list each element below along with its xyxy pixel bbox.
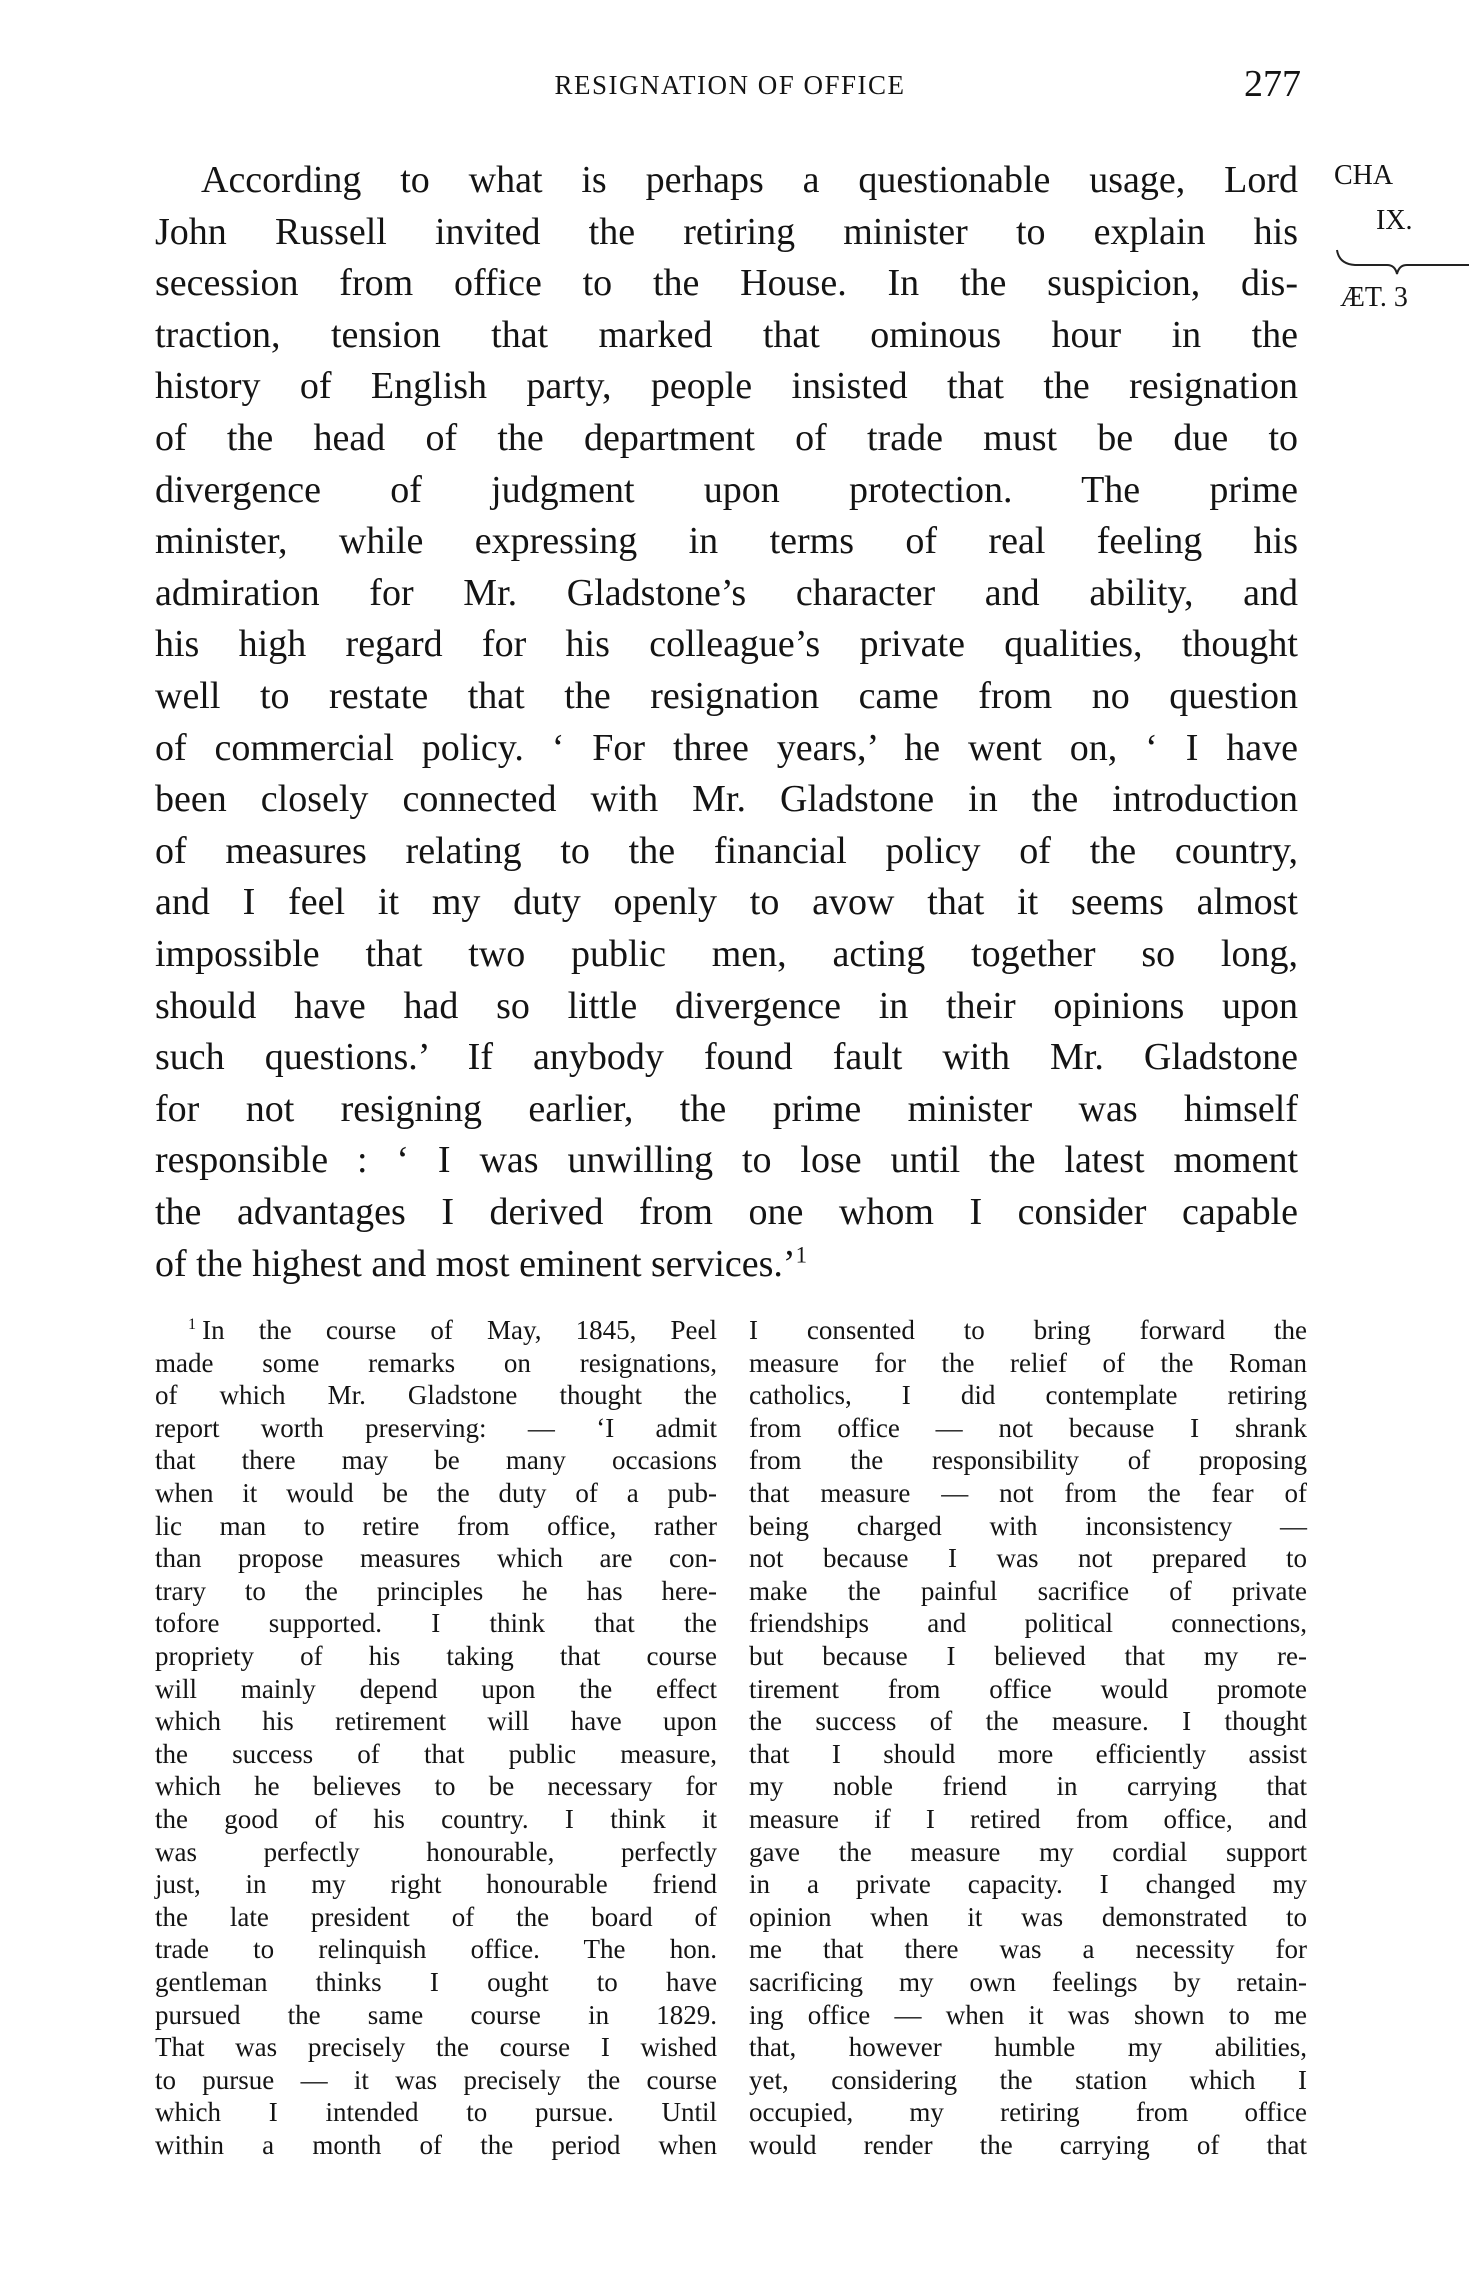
footnote-line-text: but because I believed that my re- bbox=[749, 1641, 1307, 1671]
footnote-line bbox=[749, 1607, 1307, 1639]
footnote-line-text: to pursue — it was precisely the course bbox=[155, 2064, 717, 2095]
footnote-line bbox=[749, 2129, 1307, 2161]
footnote-line bbox=[749, 1314, 1307, 1346]
body-line bbox=[155, 570, 1298, 616]
footnote-line bbox=[749, 1347, 1307, 1379]
footnote-line bbox=[155, 1999, 717, 2031]
footnote-line bbox=[749, 2096, 1307, 2128]
footnote-line-text: will mainly depend upon the effect bbox=[155, 1673, 717, 1704]
footnote-line-text: the success of that public measure, bbox=[155, 1738, 717, 1769]
body-line bbox=[155, 828, 1298, 874]
body-line bbox=[155, 931, 1298, 977]
footnote-line bbox=[155, 1738, 717, 1770]
footnote-line-text: made some remarks on resignations, bbox=[155, 1347, 717, 1378]
footnote-line bbox=[155, 1347, 717, 1379]
footnote-line-text: that I should more efficiently assist bbox=[749, 1738, 1307, 1769]
footnote-number: 1 bbox=[188, 1315, 197, 1334]
footnote-line-text: that, however humble my abilities, bbox=[749, 2032, 1307, 2063]
footnote-line-text: in a private capacity. I changed my bbox=[749, 1869, 1307, 1900]
footnote-line bbox=[155, 1868, 717, 1900]
footnote-line-text: would render the carrying of that bbox=[749, 2130, 1307, 2160]
body-line-text: responsible : ‘ I was unwilling to lose until the latest moment bbox=[155, 1139, 1298, 1182]
footnote-line bbox=[749, 1999, 1307, 2031]
footnote-line-text: that there may be many occasions bbox=[155, 1445, 717, 1476]
footnote-line bbox=[155, 1673, 717, 1705]
footnote-line bbox=[749, 1640, 1307, 1672]
footnote-line-text: gave the measure my cordial support bbox=[749, 1836, 1307, 1867]
footnote-line bbox=[749, 1803, 1307, 1835]
footnote-line-text: my noble friend in carrying that bbox=[749, 1771, 1307, 1802]
footnote-line-text: the success of the measure. I thought bbox=[749, 1706, 1307, 1737]
footnote-line-text: which his retirement will have upon bbox=[155, 1706, 717, 1737]
body-line bbox=[155, 312, 1298, 358]
body-line bbox=[155, 673, 1298, 719]
footnote-line-text: when it would be the duty of a pub- bbox=[155, 1478, 717, 1508]
footnote-line-text: from the responsibility of proposing bbox=[749, 1445, 1307, 1476]
body-line bbox=[155, 1034, 1298, 1080]
footnote-line-text: of which Mr. Gladstone thought the bbox=[155, 1380, 717, 1411]
footnote-line-text: trary to the principles he has here- bbox=[155, 1575, 717, 1606]
footnote-line-text: measure for the relief of the Roman bbox=[749, 1347, 1307, 1378]
footnote-line bbox=[155, 1477, 717, 1509]
footnote-line bbox=[155, 1640, 717, 1672]
margin-age: ÆT. 3 bbox=[1340, 282, 1408, 313]
footnote-line bbox=[749, 1510, 1307, 1542]
footnote-line-text: opinion when it was demonstrated to bbox=[749, 1901, 1307, 1932]
footnote-line bbox=[155, 1444, 717, 1476]
body-line-text: of commercial policy. ‘ For three years,’ he went on, ‘ I have bbox=[155, 726, 1298, 769]
footnote-line bbox=[749, 1379, 1307, 1411]
footnote-line-text: that measure — not from the fear of bbox=[749, 1478, 1307, 1508]
page-number: 277 bbox=[1244, 63, 1301, 105]
body-line-text: of the head of the department of trade must be due to bbox=[155, 417, 1298, 459]
footnote-line bbox=[155, 1379, 717, 1411]
body-line bbox=[155, 209, 1298, 255]
body-line-text: well to restate that the resignation came from no question bbox=[155, 675, 1298, 717]
footnote-line bbox=[749, 1575, 1307, 1607]
footnote-line bbox=[155, 1542, 717, 1574]
footnote-marker[interactable]: 1 bbox=[795, 1241, 807, 1267]
body-line bbox=[155, 363, 1298, 409]
footnote-line bbox=[188, 1314, 717, 1346]
footnote-line bbox=[155, 2064, 717, 2096]
footnote-line-text: That was precisely the course I wished bbox=[155, 2032, 717, 2063]
body-line-text: impossible that two public men, acting together so long, bbox=[155, 933, 1298, 975]
footnote-line-text: ing office — when it was shown to me bbox=[749, 1999, 1307, 2030]
footnote-line-text: the late president of the board of bbox=[155, 1901, 717, 1932]
footnote-line bbox=[155, 2129, 717, 2161]
body-line bbox=[155, 1189, 1298, 1235]
footnote-line-text: not because I was not prepared to bbox=[749, 1543, 1307, 1574]
footnote-line-text: occupied, my retiring from office bbox=[749, 2097, 1307, 2128]
body-line bbox=[155, 879, 1298, 925]
margin-chapter-number: IX. bbox=[1376, 205, 1413, 236]
footnote-line-text: being charged with inconsistency — bbox=[749, 1510, 1307, 1541]
footnote-line-text: me that there was a necessity for bbox=[749, 1934, 1307, 1965]
footnote-line-text: measure if I retired from office, and bbox=[749, 1804, 1307, 1834]
body-line-text: According to what is perhaps a questionable usage, Lord bbox=[201, 159, 1298, 201]
body-line-text: of measures relating to the financial policy of the country, bbox=[155, 829, 1298, 872]
body-line-text: John Russell invited the retiring minister to explain his bbox=[155, 210, 1298, 253]
body-line-text: minister, while expressing in terms of real feeling his bbox=[155, 520, 1298, 563]
body-line bbox=[155, 1241, 1298, 1287]
footnote-line bbox=[749, 1868, 1307, 1900]
body-line bbox=[155, 621, 1298, 667]
footnote-line bbox=[155, 2096, 717, 2128]
footnote-line bbox=[749, 1477, 1307, 1509]
body-line bbox=[155, 983, 1298, 1029]
footnote-line bbox=[155, 1803, 717, 1835]
footnote-line bbox=[749, 1933, 1307, 1965]
footnote-line bbox=[749, 1770, 1307, 1802]
footnote-line bbox=[749, 1836, 1307, 1868]
body-line-text: the advantages I derived from one whom I consider capable bbox=[155, 1191, 1298, 1233]
footnote-line-text: from office — not because I shrank bbox=[749, 1412, 1307, 1443]
footnote-line-text: tirement from office would promote bbox=[749, 1673, 1307, 1704]
footnote-line bbox=[155, 2031, 717, 2063]
footnote-line bbox=[155, 1770, 717, 1802]
footnote-line bbox=[155, 1510, 717, 1542]
footnote-line-text: make the painful sacrifice of private bbox=[749, 1575, 1307, 1606]
footnote-line-text: In the course of May, 1845, Peel bbox=[202, 1315, 717, 1345]
body-line-text: his high regard for his colleague’s private qualities, thought bbox=[155, 623, 1298, 666]
body-line-text: been closely connected with Mr. Gladstone in the introduction bbox=[155, 778, 1298, 821]
footnote-line-text: report worth preserving: — ‘I admit bbox=[155, 1412, 717, 1443]
body-line-text: secession from office to the House. In the suspicion, dis- bbox=[155, 262, 1298, 305]
body-line bbox=[155, 725, 1298, 771]
body-line bbox=[155, 467, 1298, 513]
footnote-line-text: the good of his country. I think it bbox=[155, 1804, 717, 1834]
footnote-line-text: I consented to bring forward the bbox=[749, 1315, 1307, 1345]
body-line-text: traction, tension that marked that ominous hour in the bbox=[155, 313, 1298, 356]
footnote-line bbox=[155, 1607, 717, 1639]
body-line bbox=[155, 1086, 1298, 1132]
footnote-line-text: tofore supported. I think that the bbox=[155, 1608, 717, 1639]
body-line bbox=[155, 1137, 1298, 1183]
footnote-line-text: friendships and political connections, bbox=[749, 1608, 1307, 1639]
footnote-line bbox=[749, 1542, 1307, 1574]
body-line-text: history of English party, people insisted that the resignation bbox=[155, 365, 1298, 408]
footnote-line bbox=[749, 1966, 1307, 1998]
footnote-line bbox=[749, 1738, 1307, 1770]
brace-icon bbox=[1335, 248, 1469, 278]
footnote-line-text: yet, considering the station which I bbox=[749, 2064, 1307, 2095]
footnote-line bbox=[155, 1966, 717, 1998]
footnote-line-text: propriety of his taking that course bbox=[155, 1641, 717, 1671]
body-line-text: for not resigning earlier, the prime minister was himself bbox=[155, 1087, 1298, 1130]
body-line-text: of the highest and most eminent services.’ bbox=[155, 1242, 796, 1285]
footnote-line bbox=[749, 1901, 1307, 1933]
body-line bbox=[155, 260, 1298, 306]
body-line-text: divergence of judgment upon protection. The prime bbox=[155, 468, 1298, 511]
footnote-line-text: within a month of the period when bbox=[155, 2130, 717, 2160]
body-line bbox=[155, 415, 1298, 461]
body-line-text: such questions.’ If anybody found fault with Mr. Gladstone bbox=[155, 1036, 1298, 1079]
body-line bbox=[155, 518, 1298, 564]
footnote-line-text: which I intended to pursue. Until bbox=[155, 2097, 717, 2128]
footnote-line bbox=[749, 2031, 1307, 2063]
footnote-line-text: was perfectly honourable, perfectly bbox=[155, 1836, 717, 1867]
footnote-line-text: trade to relinquish office. The hon. bbox=[155, 1934, 717, 1965]
footnote-line bbox=[749, 1673, 1307, 1705]
footnote-line bbox=[155, 1901, 717, 1933]
footnote-line bbox=[749, 1705, 1307, 1737]
body-line-text: and I feel it my duty openly to avow that it seems almost bbox=[155, 881, 1298, 924]
footnote-line bbox=[749, 2064, 1307, 2096]
footnote-line-text: lic man to retire from office, rather bbox=[155, 1510, 717, 1541]
footnote-line-text: catholics, I did contemplate retiring bbox=[749, 1380, 1307, 1411]
footnote-line bbox=[155, 1705, 717, 1737]
footnote-line bbox=[155, 1412, 717, 1444]
footnote-line-text: just, in my right honourable friend bbox=[155, 1869, 717, 1900]
footnote-line-text: which he believes to be necessary for bbox=[155, 1771, 717, 1802]
footnote-line bbox=[155, 1575, 717, 1607]
footnote-line bbox=[155, 1933, 717, 1965]
footnote-line bbox=[749, 1412, 1307, 1444]
margin-chapter: CHA bbox=[1334, 160, 1394, 191]
body-line-text: should have had so little divergence in their opinions upon bbox=[155, 984, 1298, 1027]
footnote-line bbox=[155, 1836, 717, 1868]
footnote-line bbox=[749, 1444, 1307, 1476]
body-line bbox=[201, 157, 1298, 203]
footnote-line-text: gentleman thinks I ought to have bbox=[155, 1967, 717, 1997]
footnote-line-text: than propose measures which are con- bbox=[155, 1543, 717, 1574]
footnote-line-text: pursued the same course in 1829. bbox=[155, 1999, 717, 2030]
running-head: RESIGNATION OF OFFICE bbox=[554, 70, 906, 100]
footnote-line-text: sacrificing my own feelings by retain- bbox=[749, 1967, 1307, 1997]
body-line-text: admiration for Mr. Gladstone’s character and ability, and bbox=[155, 571, 1298, 614]
body-line bbox=[155, 776, 1298, 822]
